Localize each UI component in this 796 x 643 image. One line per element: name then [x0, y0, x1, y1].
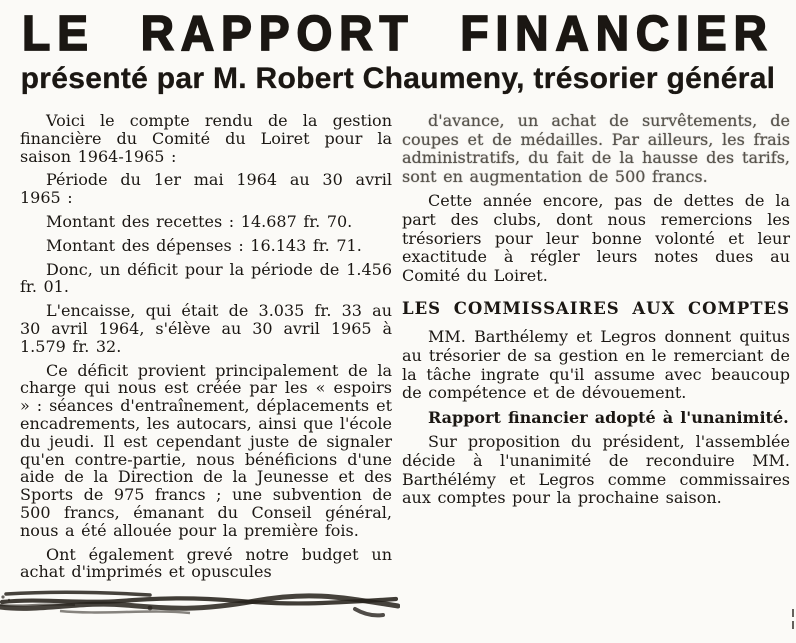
- paragraph-depenses: Montant des dépenses : 16.143 fr. 71.: [46, 235, 362, 255]
- paragraph-espoirs: Ce déficit provient principalement de la charge qui nous est créée par les « espoirs » : séances d'entraînement, déplacements et encadrements, les autocars, ainsi que l'école du jeudi. Il est cependant juste de signaler qu'en contre-partie, nous bénéficions d'une aide de la Direction de la Jeunesse et des Sports de 975 francs ; une subvention de 500 francs, émanant du Conseil général, nous a été allouée pour la première fois.: [20, 360, 392, 540]
- article-subtitle: présenté par M. Robert Chaumeny, trésorier général: [20, 62, 776, 95]
- right-column: [402, 112, 790, 587]
- left-column: [20, 112, 392, 587]
- paragraph-reconduction: Sur proposition du président, l'assemblée décide à l'unanimité de reconduire MM. Barthélémy et Legros comme commissaires aux comptes pour la prochaine saison.: [402, 432, 790, 508]
- article-body: [0, 97, 796, 587]
- paragraph-budget: Ont également grevé notre budget un achat d'imprimés et opuscules: [20, 544, 392, 582]
- paragraph-deficit: Donc, un déficit pour la période de 1.456 fr. 01.: [20, 259, 392, 297]
- adoption-note: Rapport financier adopté à l'unanimité.: [428, 407, 789, 427]
- article-header: [0, 0, 796, 97]
- paragraph-clubs: Cette année encore, pas de dettes de la part des clubs, dont nous remercions les trésoriers pour leur bonne volonté et leur exactitude à régler leurs notes dues au Comité du Loiret.: [402, 191, 790, 285]
- paragraph-intro: Voici le compte rendu de la gestion financière du Comité du Loiret pour la saison 1964-1965 :: [20, 111, 392, 166]
- paragraph-periode: Période du 1er mai 1964 au 30 avril 1965 :: [20, 170, 392, 208]
- article-title: LE RAPPORT FINANCIER: [22, 5, 774, 61]
- section-heading-commissaires: LES COMMISSAIRES AUX COMPTES: [402, 299, 790, 319]
- ink-smear-artifact-left: [0, 587, 398, 611]
- paragraph-quitus: MM. Barthélemy et Legros donnent quitus au trésorier de sa gestion en le remerciant de la tâche ingrate qu'il assume avec beaucoup de compétence et de dévouement.: [402, 327, 790, 403]
- paragraph-encaisse: L'encaisse, qui était de 3.035 fr. 33 au 30 avril 1964, s'élève au 30 avril 1965 à 1.579 fr. 32.: [20, 301, 392, 356]
- paragraph-achats: d'avance, un achat de survêtements, de coupes et de médailles. Par ailleurs, les frais administratifs, du fait de la hausse des tarifs, sont en augmentation de 500 francs.: [402, 111, 790, 186]
- paragraph-recettes: Montant des recettes : 14.687 fr. 70.: [46, 211, 353, 231]
- ink-smear-artifact-right: [0, 587, 400, 621]
- margin-marks-artifact: [780, 587, 796, 643]
